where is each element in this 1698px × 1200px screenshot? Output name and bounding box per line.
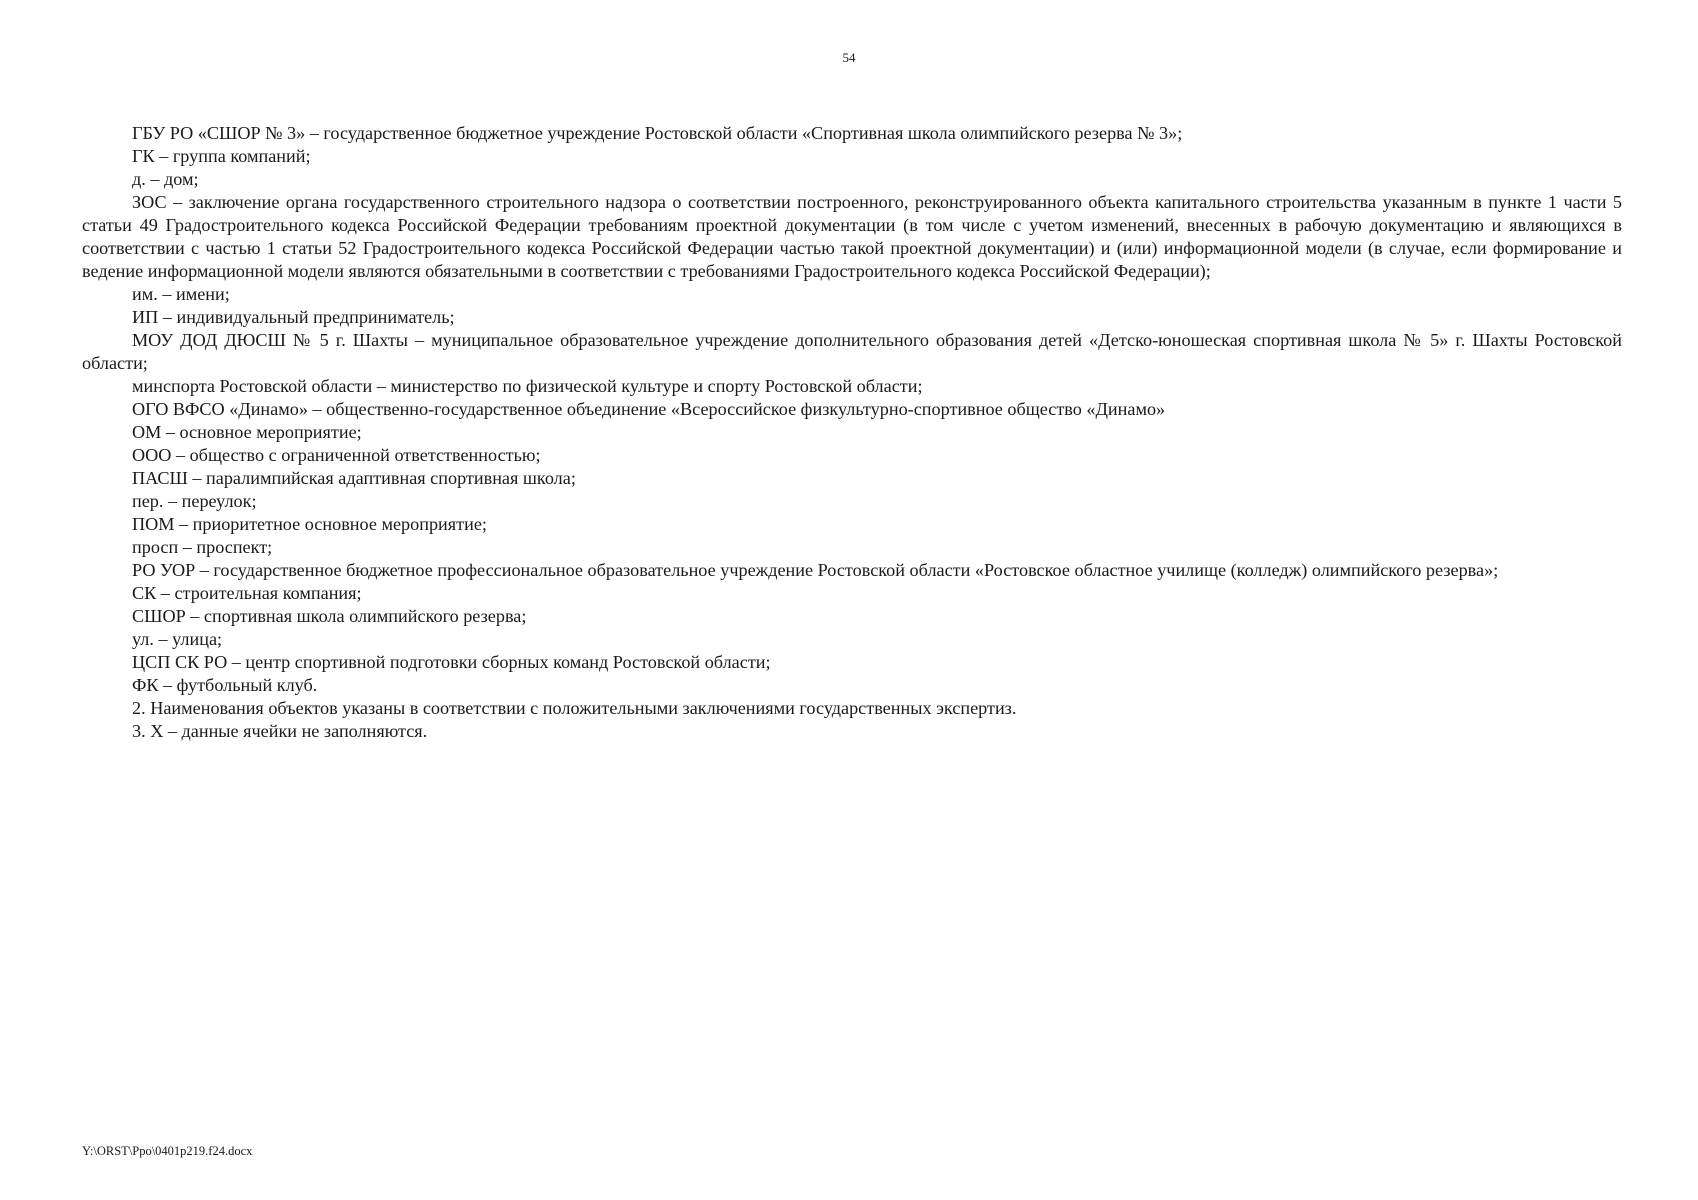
entry-zos: ЗОС – заключение органа государственного строительного надзора о соответствии построенного, реконструированного объекта капитального строительства указанным в пункте 1 части 5 статьи 49 Градостроительного кодекса Российской Федерации требованиям проектной документации (в том числе с учетом изменений, внесенных в рабочую документацию и являющихся в соответствии с частью 1 статьи 52 Градостроительного кодекса Российской Федерации частью такой проектной документации) и (или) информационной модели (в случае, если формирование и ведение информационной модели являются обязательными в соответствии с требованиями Градостроительного кодекса Российской Федерации); bbox=[82, 192, 1622, 281]
entry-per: пер. – переулок; bbox=[132, 491, 257, 511]
entry-d: д. – дом; bbox=[132, 169, 199, 189]
note-2-object-names: 2. Наименования объектов указаны в соответствии с положительными заключениями государственных экспертиз. bbox=[132, 698, 1017, 718]
page-number: 54 bbox=[842, 50, 856, 65]
entry-om: ОМ – основное мероприятие; bbox=[132, 422, 362, 442]
entry-gbu-ro-sshor-3: ГБУ РО «СШОР № 3» – государственное бюджетное учреждение Ростовской области «Спортивная школа олимпийского резерва № 3»; bbox=[132, 123, 1183, 143]
entry-sk: СК – строительная компания; bbox=[132, 583, 362, 603]
entry-ogo-vfso-dinamo: ОГО ВФСО «Динамо» – общественно-государственное объединение «Всероссийское физкультурно-спортивное общество «Динамо» bbox=[132, 399, 1166, 419]
entry-passh: ПАСШ – паралимпийская адаптивная спортивная школа; bbox=[132, 468, 576, 488]
entry-im: им. – имени; bbox=[132, 284, 230, 304]
entry-prosp: просп – проспект; bbox=[132, 537, 273, 557]
entry-tssp-sk-ro: ЦСП СК РО – центр спортивной подготовки сборных команд Ростовской области; bbox=[132, 652, 771, 672]
entry-ro-uor: РО УОР – государственное бюджетное профессиональное образовательное учреждение Ростовской области «Ростовское областное училище (колледж) олимпийского резерва»; bbox=[132, 560, 1499, 580]
entry-ooo: ООО – общество с ограниченной ответственностью; bbox=[132, 445, 541, 465]
entry-sshor: СШОР – спортивная школа олимпийского резерва; bbox=[132, 606, 527, 626]
entry-mou-dod-dyussh-5: МОУ ДОД ДЮСШ № 5 г. Шахты – муниципальное образовательное учреждение дополнительного образования детей «Детско-юношеская спортивная школа № 5» г. Шахты Ростовской области; bbox=[82, 330, 1622, 373]
entry-minsporta: минспорта Ростовской области – министерство по физической культуре и спорту Ростовской области; bbox=[132, 376, 923, 396]
entry-ip: ИП – индивидуальный предприниматель; bbox=[132, 307, 455, 327]
footer-file-path: Y:\ORST\Ppo\0401p219.f24.docx bbox=[82, 1144, 253, 1158]
entry-ul: ул. – улица; bbox=[132, 629, 223, 649]
entry-gk: ГК – группа компаний; bbox=[132, 146, 311, 166]
entry-fk: ФК – футбольный клуб. bbox=[132, 675, 318, 695]
entry-pom: ПОМ – приоритетное основное мероприятие; bbox=[132, 514, 487, 534]
abbreviations-list bbox=[82, 122, 1622, 743]
note-3-x-cells: 3. Х – данные ячейки не заполняются. bbox=[132, 721, 428, 741]
